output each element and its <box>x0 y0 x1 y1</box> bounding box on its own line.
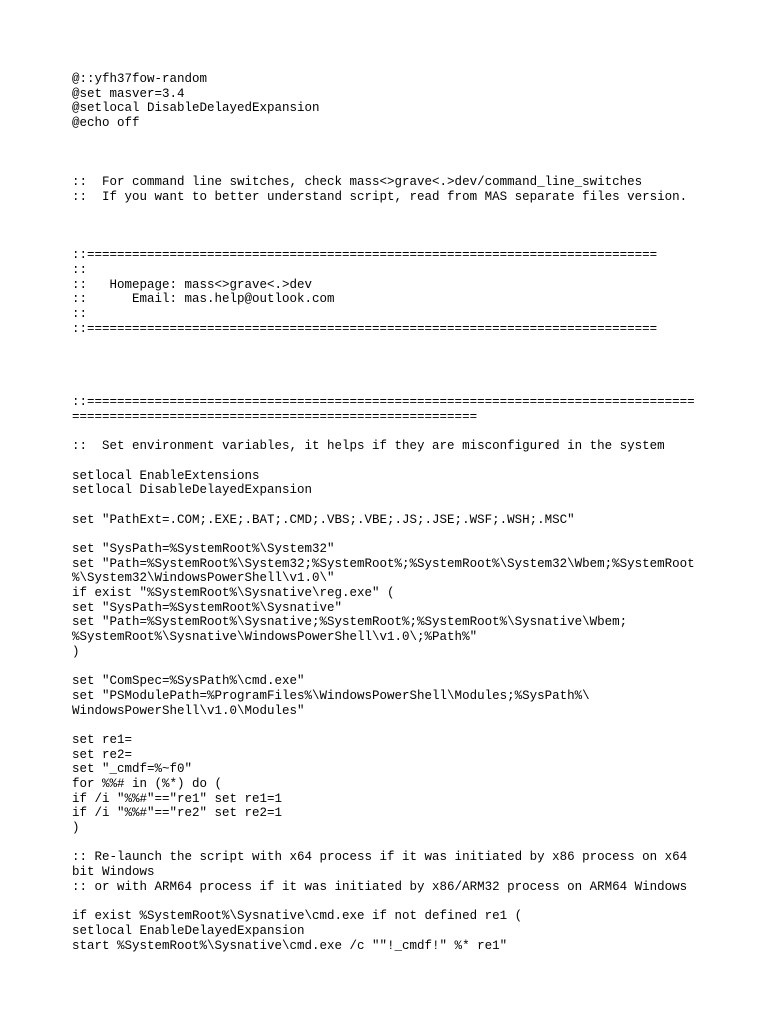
code-line <box>72 498 732 513</box>
code-line: set "Path=%SystemRoot%\Sysnative;%SystemRoot%;%SystemRoot%\Sysnative\Wbem; <box>72 615 628 630</box>
code-line: @::yfh37fow-random <box>72 72 208 86</box>
code-line: set "PSModulePath=%ProgramFiles%\WindowsPowerShell\Modules;%SysPath%\ <box>72 688 590 703</box>
code-line <box>72 425 732 440</box>
code-line: :: <box>72 307 88 321</box>
code-line <box>72 527 732 542</box>
code-line: :: <box>72 262 88 277</box>
code-line: ) <box>72 644 80 659</box>
code-line: set "ComSpec=%SysPath%\cmd.exe" <box>72 674 305 689</box>
code-line: start %SystemRoot%\Sysnative\cmd.exe /c ""!_cmdf!" %* re1" <box>72 938 508 953</box>
code-line: if exist %SystemRoot%\Sysnative\cmd.exe if not defined re1 ( <box>72 909 523 924</box>
code-line: set re2= <box>72 747 133 762</box>
code-line: if exist "%SystemRoot%\Sysnative\reg.exe" ( <box>72 586 395 601</box>
code-line: @setlocal DisableDelayedExpansion <box>72 101 320 116</box>
code-line <box>72 380 732 395</box>
code-line: bit Windows <box>72 865 155 880</box>
code-line: ) <box>72 821 80 836</box>
code-line <box>72 204 732 219</box>
code-line <box>72 660 732 675</box>
code-line <box>72 336 732 351</box>
code-line: WindowsPowerShell\v1.0\Modules" <box>72 703 305 718</box>
code-line <box>72 351 732 366</box>
code-line: setlocal DisableDelayedExpansion <box>72 483 313 498</box>
script-text <box>72 72 732 953</box>
code-line: :: For command line switches, check mass<>grave<.>dev/command_line_switches <box>72 174 643 189</box>
code-line: set "Path=%SystemRoot%\System32;%SystemRoot%;%SystemRoot%\System32\Wbem;%SystemRoot <box>72 556 695 571</box>
code-line <box>72 145 732 160</box>
code-line: %\System32\WindowsPowerShell\v1.0\" <box>72 571 335 586</box>
code-line <box>72 895 732 910</box>
code-line <box>72 454 732 469</box>
code-line: setlocal EnableExtensions <box>72 468 260 483</box>
code-line: setlocal EnableDelayedExpansion <box>72 923 305 938</box>
code-line: set "_cmdf=%~f0" <box>72 762 193 777</box>
code-line: for %%# in (%*) do ( <box>72 777 223 791</box>
code-line: @echo off <box>72 116 140 131</box>
code-line: @set masver=3.4 <box>72 86 185 101</box>
code-line: set "PathExt=.COM;.EXE;.BAT;.CMD;.VBS;.VBE;.JS;.JSE;.WSF;.WSH;.MSC" <box>72 512 575 527</box>
code-line: :: or with ARM64 process if it was initiated by x86/ARM32 process on ARM64 Windows <box>72 879 688 894</box>
code-line: :: Re-launch the script with x64 process if it was initiated by x86 process on x64 <box>72 850 688 865</box>
code-line: set "SysPath=%SystemRoot%\Sysnative" <box>72 600 343 615</box>
code-line: set re1= <box>72 732 133 747</box>
code-line: ::============================================================================ <box>72 321 658 336</box>
code-line <box>72 234 732 249</box>
code-line: %SystemRoot%\Sysnative\WindowsPowerShell\v1.0\;%Path%" <box>72 630 478 645</box>
code-line: :: If you want to better understand script, read from MAS separate files version. <box>72 189 688 204</box>
code-line <box>72 219 732 234</box>
code-line: :: Set environment variables, it helps if they are misconfigured in the system <box>72 439 665 454</box>
code-line <box>72 131 732 146</box>
code-line: ::============================================================================ <box>72 248 658 263</box>
code-line: if /i "%%#"=="re2" set re2=1 <box>72 806 283 821</box>
code-line <box>72 836 732 851</box>
code-line: :: Email: mas.help@outlook.com <box>72 292 335 307</box>
code-line <box>72 718 732 733</box>
code-line: ::================================================================================= <box>72 395 695 410</box>
code-line: :: Homepage: mass<>grave<.>dev <box>72 277 313 292</box>
code-line <box>72 366 732 381</box>
code-line: set "SysPath=%SystemRoot%\System32" <box>72 542 335 556</box>
code-line: ====================================================== <box>72 409 478 424</box>
code-line: if /i "%%#"=="re1" set re1=1 <box>72 791 283 806</box>
code-line <box>72 160 732 175</box>
